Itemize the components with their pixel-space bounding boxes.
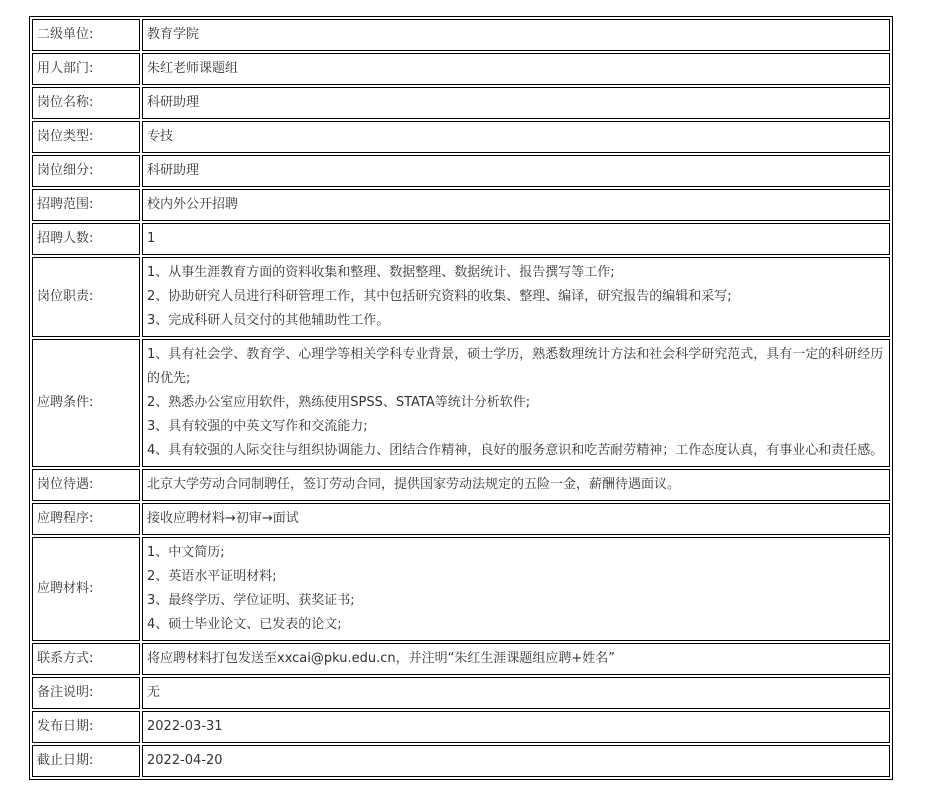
field-value-line: 1、从事生涯教育方面的资料收集和整理、数据整理、数据统计、报告撰写等工作; [147,265,615,280]
field-label: 岗位类型: [32,121,140,153]
field-value-line: 2022-04-20 [147,753,223,768]
field-label: 招聘人数: [32,223,140,255]
table-row [32,121,890,153]
field-label: 岗位待遇: [32,469,140,501]
field-label: 应聘材料: [32,537,140,641]
field-value-line: 北京大学劳动合同制聘任，签订劳动合同，提供国家劳动法规定的五险一金，薪酬待遇面议。 [147,477,681,492]
field-label: 应聘条件: [32,339,140,467]
field-value-line: 3、完成科研人员交付的其他辅助性工作。 [147,313,390,328]
field-value-line: 校内外公开招聘 [147,197,239,212]
field-value-line: 2、熟悉办公室应用软件，熟练使用SPSS、STATA等统计分析软件; [147,395,531,410]
field-label: 岗位职责: [32,257,140,337]
table-row [32,19,890,51]
field-value-line: 1、具有社会学、教育学、心理学等相关学科专业背景，硕士学历，熟悉数理统计方法和社会科学研究范式，具有一定的科研经历的优先; [147,347,884,386]
job-posting-container [29,16,893,780]
field-value [142,745,890,777]
field-value [142,19,890,51]
field-label: 截止日期: [32,745,140,777]
field-value-line: 3、具有较强的中英文写作和交流能力; [147,419,368,434]
table-row [32,745,890,777]
field-value-line: 2、英语水平证明材料; [147,569,277,584]
table-row [32,537,890,641]
field-value-line: 科研助理 [147,95,200,110]
field-value [142,189,890,221]
field-value-line: 2、协助研究人员进行科研管理工作，其中包括研究资料的收集、整理、编译，研究报告的编辑和采写; [147,289,732,304]
field-value-line: 2022-03-31 [147,719,223,734]
field-label: 联系方式: [32,643,140,675]
table-row [32,339,890,467]
table-row [32,155,890,187]
table-row [32,189,890,221]
table-row [32,87,890,119]
field-value [142,537,890,641]
table-row [32,677,890,709]
job-info-table-body [32,19,890,777]
field-value-line: 科研助理 [147,163,200,178]
field-label: 二级单位: [32,19,140,51]
table-row [32,469,890,501]
field-value [142,469,890,501]
field-value [142,339,890,467]
field-value [142,121,890,153]
field-value [142,155,890,187]
field-value-line: 4、硕士毕业论文、已发表的论文; [147,617,342,632]
field-label: 发布日期: [32,711,140,743]
field-label: 备注说明: [32,677,140,709]
job-info-table [29,16,893,780]
field-label: 岗位细分: [32,155,140,187]
field-value-line: 朱红老师课题组 [147,61,239,76]
table-row [32,643,890,675]
field-label: 应聘程序: [32,503,140,535]
field-value-line: 教育学院 [147,27,200,42]
field-value [142,503,890,535]
table-row [32,257,890,337]
field-value [142,53,890,85]
field-value [142,677,890,709]
field-value [142,87,890,119]
table-row [32,711,890,743]
field-value [142,223,890,255]
field-label: 用人部门: [32,53,140,85]
field-label: 岗位名称: [32,87,140,119]
field-value-line: 无 [147,685,161,700]
table-row [32,223,890,255]
field-value-line: 3、最终学历、学位证明、获奖证书; [147,593,355,608]
field-value [142,643,890,675]
table-row [32,503,890,535]
field-value-line: 接收应聘材料→初审→面试 [147,511,299,526]
field-value-line: 专技 [147,129,174,144]
field-value-line: 1 [147,231,156,246]
table-row [32,53,890,85]
field-value [142,257,890,337]
field-value-line: 将应聘材料打包发送至xxcai@pku.edu.cn，并注明“朱红生涯课题组应聘+姓名” [147,651,616,666]
field-value-line: 4、具有较强的人际交往与组织协调能力、团结合作精神，良好的服务意识和吃苦耐劳精神；工作态度认真，有事业心和责任感。 [147,443,884,458]
field-value-line: 1、中文简历; [147,545,225,560]
field-value [142,711,890,743]
field-label: 招聘范围: [32,189,140,221]
